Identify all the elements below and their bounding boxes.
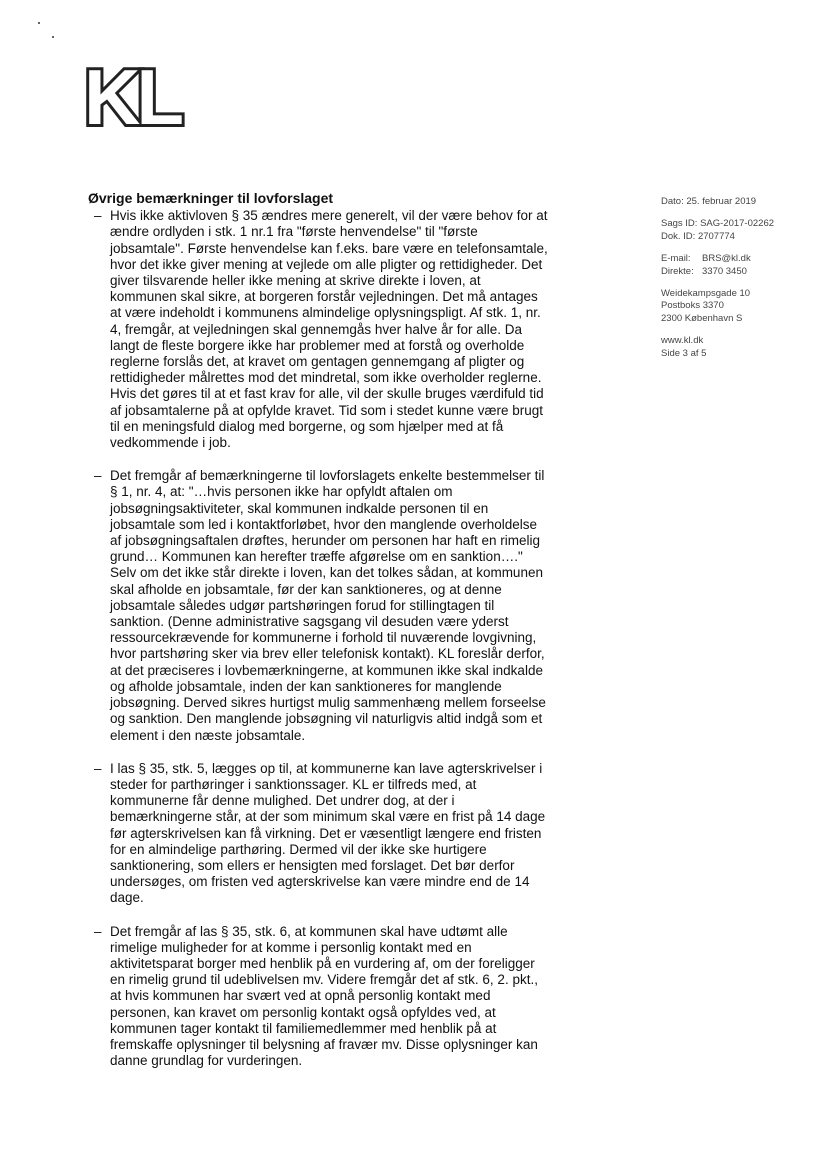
- email-row: [661, 253, 811, 265]
- page-number: Side 3 af 5: [661, 347, 707, 359]
- bullet-item: [88, 468, 550, 743]
- phone-label: Direkte:: [661, 265, 694, 277]
- case-id: Sags ID: SAG-2017-02262: [661, 218, 775, 230]
- bullet-item: [88, 761, 550, 907]
- letter-date: Dato: 25. februar 2019: [661, 196, 757, 207]
- scan-speck: [52, 36, 54, 38]
- address-line: Weidekampsgade 10: [661, 288, 751, 300]
- date-group: [661, 196, 811, 208]
- dash-icon: –: [94, 923, 102, 939]
- bullet-text: Det fremgår af las § 35, stk. 6, at kommunen skal have udtømt alle rimelige muligheder for at komme i personlig kontakt med en aktivitetsparat borger med henblik på en vurdering af, om der foreligger en rimelig grund til udeblivelsen mv. Videre fremgår det af stk. 6, 2. pkt., at hvis kommunen har svært ved at opnå personlig kontakt med personen, kan kravet om personlig kontakt også opfyldes ved, at kommunen tager kontakt til familiemedlemmer med henblik på at fremskaffe oplysninger til belysning af fravær mv. Disse oplysninger kan danne grundlag for vurderingen.: [110, 923, 538, 1069]
- address-line: 2300 København S: [661, 312, 743, 324]
- phone-row: [661, 266, 811, 278]
- kl-logo: KL: [84, 53, 180, 141]
- email-label: E-mail:: [661, 253, 691, 265]
- section-heading: Øvrige bemærkninger til lovforslaget: [88, 190, 334, 206]
- website-link[interactable]: www.kl.dk: [661, 335, 704, 347]
- dash-icon: –: [94, 760, 102, 776]
- phone-value: 3370 3450: [702, 265, 747, 277]
- bullet-item: [88, 924, 550, 1070]
- reference-group: [661, 218, 811, 243]
- bullet-text: Det fremgår af bemærkningerne til lovforslagets enkelte bestemmelser til § 1, nr. 4, at: "…hvis personen ikke har opfyldt aftalen om jobsøgningsaktiviteter, skal kommunen indkalde personen til en jobsamtale som led i kontaktforløbet, hvor den manglende overholdelse af jobsøgningsaftalen drøftes, herunder om personen har haft en rimelig grund… Kommunen kan herefter træffe afgørelse om en sanktion…." Selv om det ikke står direkte i loven, kan det tolkes sådan, at kommunen skal afholde en jobsamtale, før der kan sanktioneres, og at denne jobsamtale således udgør partshøringen forud for stillingtagen til sanktion. (Denne administrative sagsgang vil desuden være yderst ressourcekrævende for kommunerne i forhold til nuværende lovgivning, hvor partshøring sker via brev eller telefonisk kontakt). KL foreslår derfor, at det præciseres i lovbemærkningerne, at kommunen ikke skal indkalde og afholde jobsamtale, inden der kan sanktioneres for manglende jobsøgning. Derved sikres hurtigst mulig sammenhæng mellem forseelse og sanktion. Den manglende jobsøgning vil naturligvis altid indgå som et element i den næste jobsamtale.: [110, 468, 546, 743]
- bullet-text: Hvis ikke aktivloven § 35 ændres mere generelt, vil der være behov for at ændre ordlyden i stk. 1 nr.1 fra "første henvendelse" til "første jobsamtale". Første henvendelse kan f.eks. bare være en telefonsamtale, hvor det ikke giver mening at vejlede om alle pligter og rettidigheder. Det giver tilsvarende heller ikke mening at skrive direkte i loven, at kommunen skal sikre, at borgeren forstår vejledningen. Det må antages at være indeholdt i kommunens almindelige oplysningspligt. Af stk. 1, nr. 4, fremgår, at vejledningen skal gennemgås hver halve år for alle. Da langt de fleste borgere ikke har problemer med at forstå og overholde reglerne forslås det, at kravet om gentagen gennemgang af pligter og rettidigheder målrettes mod det mindretal, som ikke overholder reglerne. Hvis det gøres til at et fast krav for alle, vil der skulle bruges værdifuld tid af jobsamtalerne på at opfylde kravet. Tid som i stedet kunne være brugt til en meningsfuld dialog med borgerne, og som hjælper med at få vedkommende i job.: [110, 208, 548, 451]
- contact-group: [661, 253, 811, 278]
- bullet-text: I las § 35, stk. 5, lægges op til, at kommunerne kan lave agterskrivelser i steder for parthøringer i sanktionssager. KL er tilfreds med, at kommunerne får denne mulighed. Det undrer dog, at der i bemærkningerne står, at der som minimum skal være en frist på 14 dage før agterskrivelsen kan få virkning. Det er væsentligt længere end fristen for en almindelige parthøring. Dermed vil der ikke ske hurtigere sanktionering, som ellers er hensigten med forslaget. Det bør derfor undersøges, om fristen ved agterskrivelse kan være mindre end de 14 dage.: [110, 760, 546, 906]
- bullet-item: [88, 208, 550, 451]
- email-value[interactable]: BRS@kl.dk: [702, 253, 751, 265]
- dash-icon: –: [94, 468, 102, 484]
- dash-icon: –: [94, 208, 102, 224]
- letter-body: [88, 190, 550, 1086]
- web-group: [661, 335, 811, 360]
- sender-metadata: [661, 196, 811, 370]
- address-group: [661, 288, 811, 325]
- bullet-list: [88, 208, 550, 1069]
- scan-speck: [38, 22, 40, 24]
- doc-id: Dok. ID: 2707774: [661, 230, 735, 242]
- address-line: Postboks 3370: [661, 300, 724, 312]
